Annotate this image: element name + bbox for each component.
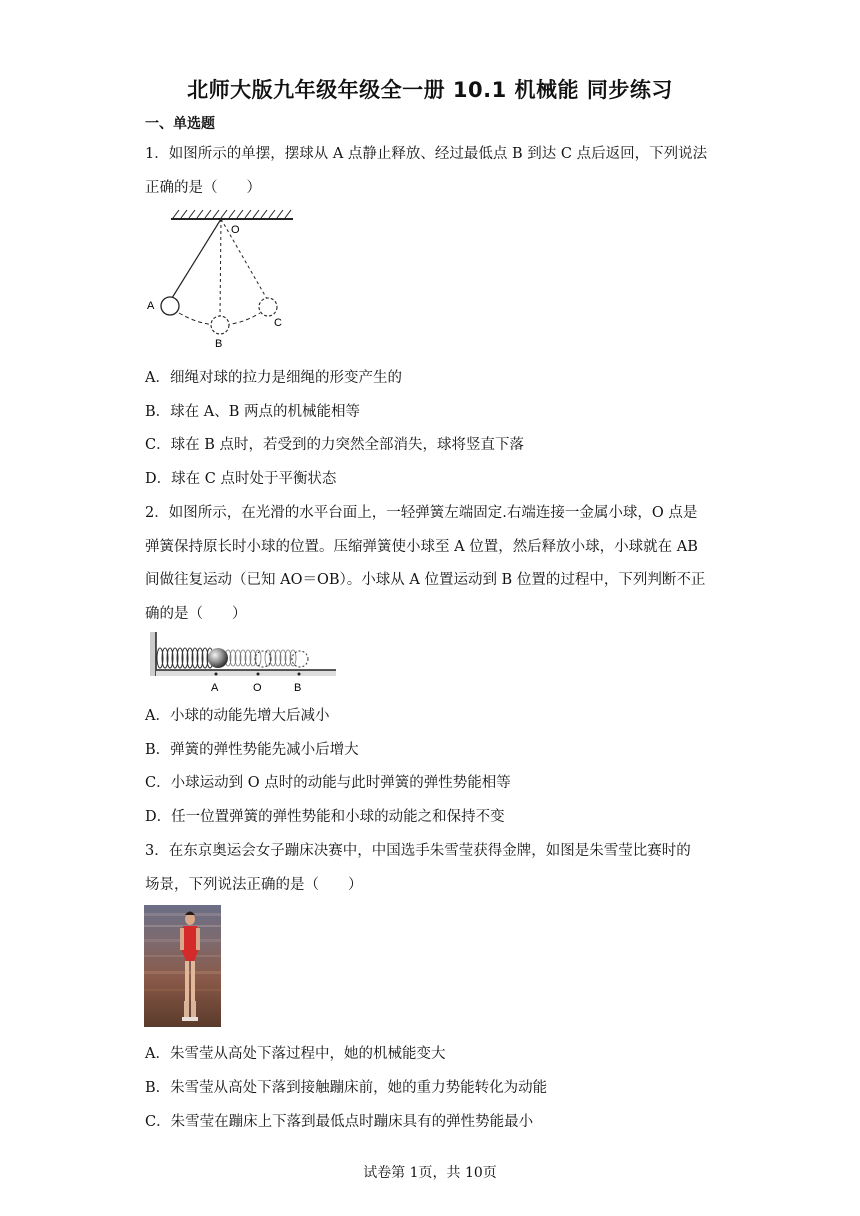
label-b: B [294, 682, 302, 694]
q1-stem-line1: 1．如图所示的单摆，摆球从 A 点静止释放、经过最低点 B 到达 C 点后返回，下列说法 [145, 146, 708, 162]
q3-option-a: A．朱雪莹从高处下落过程中，她的机械能变大 [145, 1046, 446, 1062]
q2-stem-line3: 间做往复运动（已知 AO＝OB）。小球从 A 位置运动到 B 位置的过程中，下列判断不正 [145, 572, 706, 588]
q2-stem-line1: 2．如图所示，在光滑的水平台面上，一轻弹簧左端固定.右端连接一金属小球，O 点是 [145, 505, 698, 521]
q1-option-b: B．球在 A、B 两点的机械能相等 [145, 404, 360, 420]
q2-option-c: C．小球运动到 O 点时的动能与此时弹簧的弹性势能相等 [145, 775, 511, 791]
q3-option-b: B．朱雪莹从高处下落到接触蹦床前，她的重力势能转化为动能 [145, 1080, 548, 1096]
q1-option-c: C．球在 B 点时，若受到的力突然全部消失，球将竖直下落 [145, 437, 524, 453]
section-heading: 一、单选题 [145, 116, 215, 132]
q1-option-a: A．细绳对球的拉力是细绳的形变产生的 [145, 370, 402, 386]
q3-stem-line1: 3．在东京奥运会女子蹦床决赛中，中国选手朱雪莹获得金牌，如图是朱雪莹比赛时的 [145, 843, 691, 859]
pendulum-figure [143, 205, 303, 350]
q2-stem-line4: 确的是（ ） [145, 606, 247, 622]
label-b: B [215, 338, 223, 350]
q1-option-d: D．球在 C 点时处于平衡状态 [145, 471, 337, 487]
q2-option-b: B．弹簧的弹性势能先减小后增大 [145, 742, 359, 758]
q2-option-a: A．小球的动能先增大后减小 [145, 708, 330, 724]
q1-stem-line2: 正确的是（ ） [145, 180, 261, 196]
spring-figure [146, 628, 342, 696]
q2-stem-line2: 弹簧保持原长时小球的位置。压缩弹簧使小球至 A 位置，然后释放小球，小球就在 AB [145, 539, 698, 555]
label-a: A [211, 682, 219, 694]
trampoline-photo [144, 905, 221, 1027]
label-o: O [231, 224, 240, 236]
label-c: C [274, 317, 282, 329]
label-o: O [253, 682, 262, 694]
q3-option-c: C．朱雪莹在蹦床上下落到最低点时蹦床具有的弹性势能最小 [145, 1114, 534, 1130]
page-footer: 试卷第 1页，共 10页 [363, 1165, 497, 1181]
page-title: 北师大版九年级年级全一册 10.1 机械能 同步练习 [187, 78, 673, 102]
q2-option-d: D．任一位置弹簧的弹性势能和小球的动能之和保持不变 [145, 809, 505, 825]
q3-stem-line2: 场景，下列说法正确的是（ ） [145, 877, 363, 893]
label-a: A [147, 300, 155, 312]
